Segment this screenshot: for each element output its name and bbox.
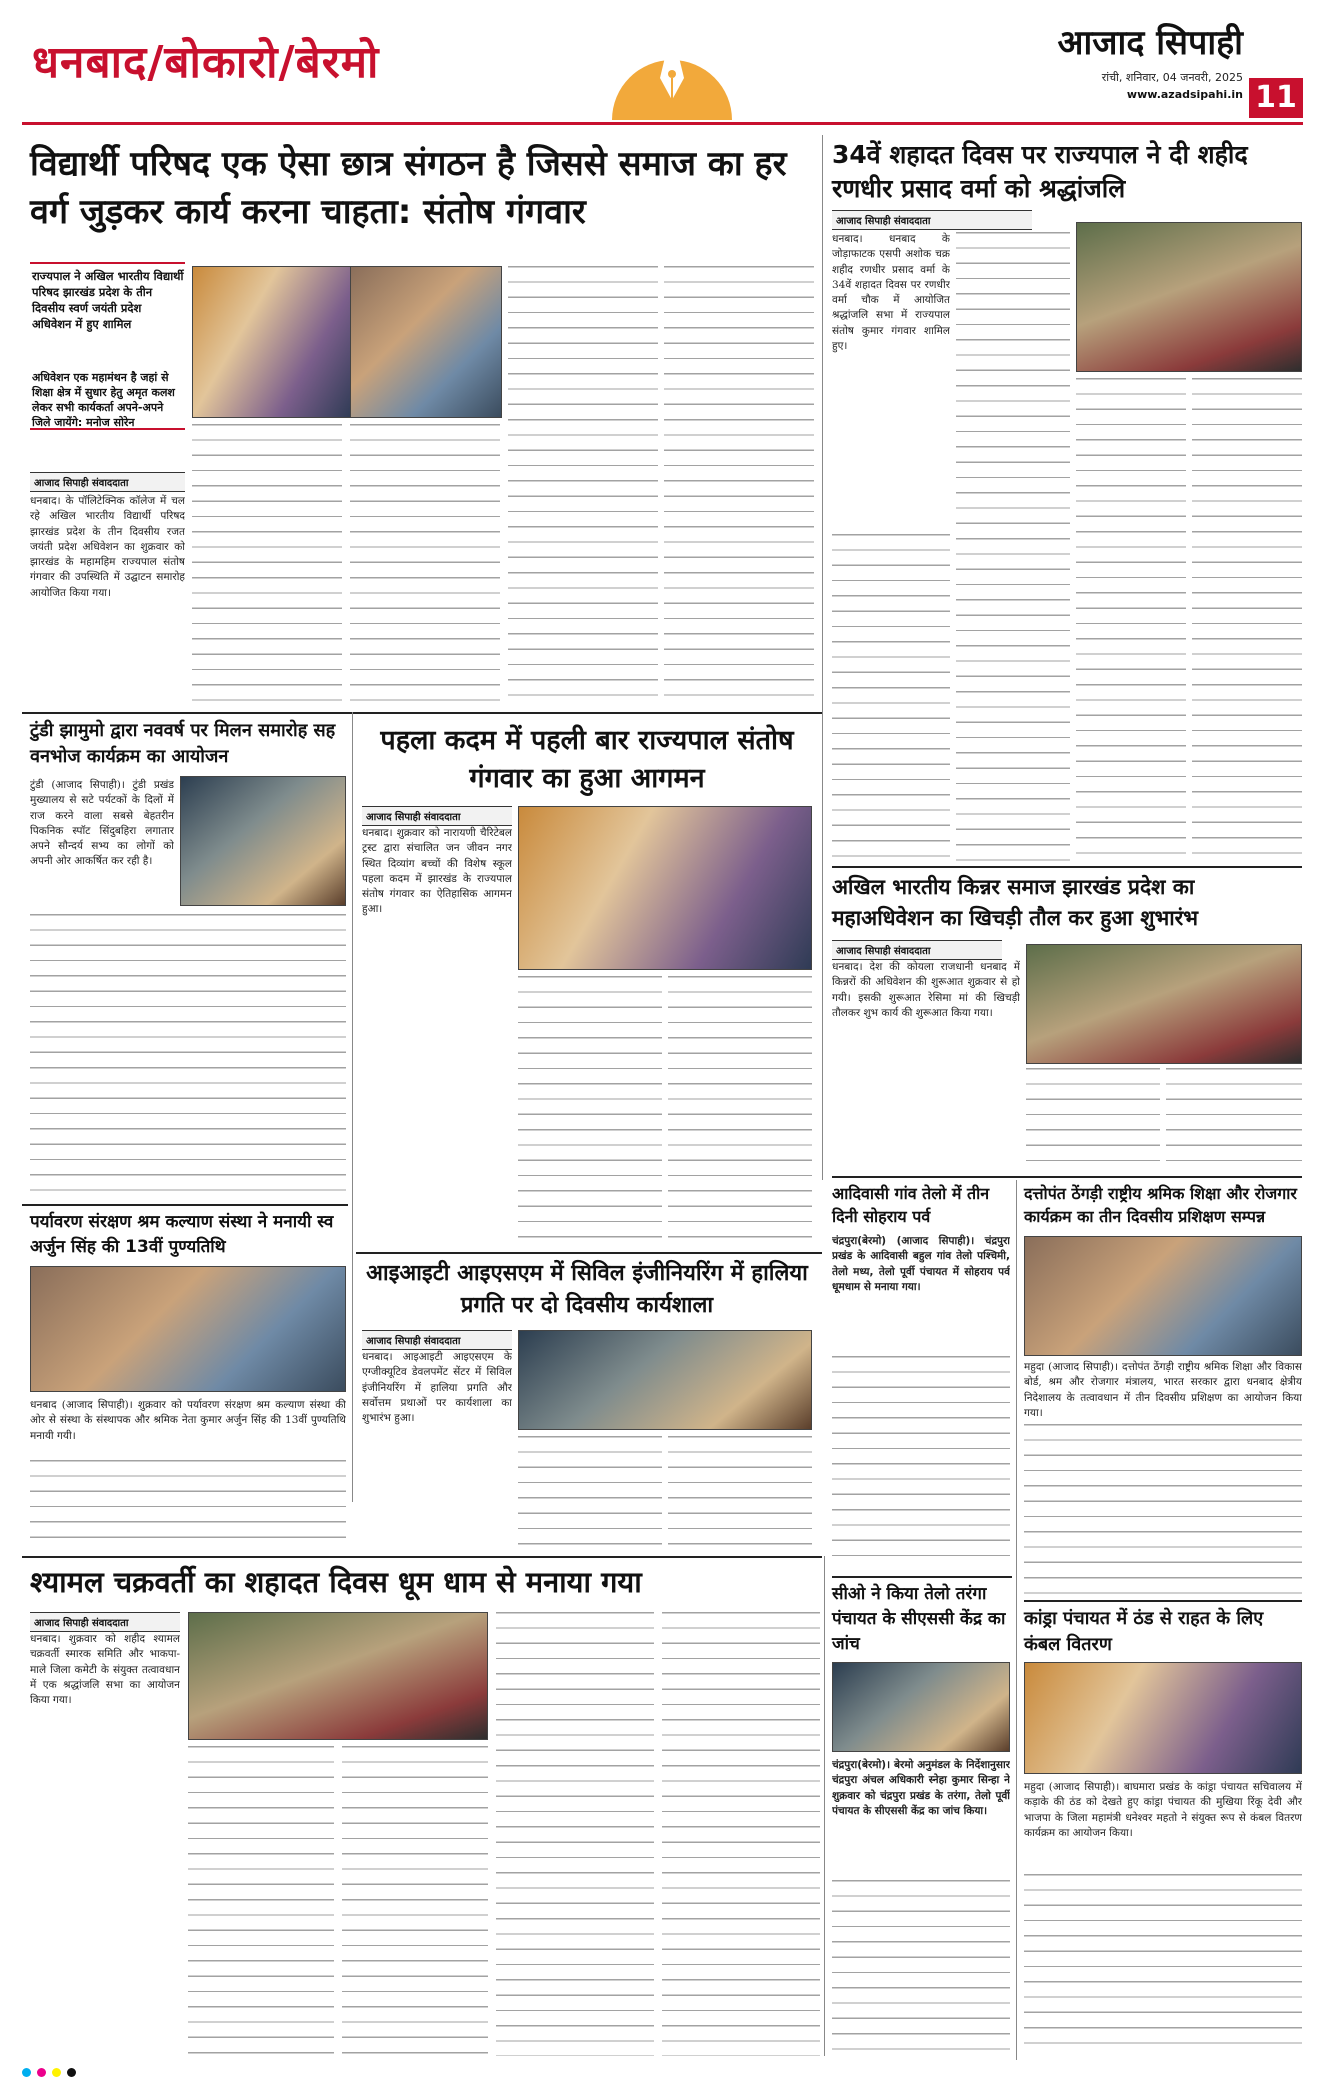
column-divider — [824, 1556, 825, 2056]
abvp-column-3 — [350, 424, 500, 704]
iit-column-3 — [668, 1436, 812, 1550]
governor-tribute-column-1b — [832, 534, 950, 864]
governor-tribute-byline: आजाद सिपाही संवाददाता — [832, 210, 1032, 230]
column-divider — [822, 135, 823, 1180]
abvp-photo-2 — [350, 266, 502, 418]
pen-nib-icon — [602, 8, 742, 120]
kinnar-column-2 — [1026, 1068, 1160, 1170]
kinnar-column-3 — [1166, 1068, 1302, 1170]
governor-tribute-column-3 — [1076, 378, 1186, 864]
dattopant-body — [1024, 1424, 1302, 1594]
section-divider — [832, 866, 1302, 868]
abvp-column-5 — [664, 266, 814, 704]
kinnar-photo — [1026, 944, 1302, 1064]
abvp-column-2 — [192, 424, 342, 704]
abvp-lead: धनबाद। के पॉलिटेक्निक कॉलेज में चल रहे अखिल भारतीय विद्यार्थी परिषद झारखंड प्रदेश के तीन दिवसीय रजत जयंती प्रदेश अधिवेशन का शुक्रवार को झारखंड के महामहिम राज्यपाल संतोष गंगवार की उपस्थिति में उद्घाटन समारोह आयोजित किया गया। — [30, 495, 185, 599]
column-divider — [1016, 1180, 1017, 2060]
abvp-callout-1: राज्यपाल ने अखिल भारतीय विद्यार्थी परिषद झारखंड प्रदेश के तीन दिवसीय स्वर्ण जयंती प्रदेश अधिवेशन में हुए शामिल — [32, 269, 184, 331]
kandra-headline: कांड्रा पंचायत में ठंड से राहत के लिए कंबल वितरण — [1024, 1608, 1264, 1655]
masthead-divider — [22, 122, 1303, 125]
cso-headline: सीओ ने किया तेलो तरंगा पंचायत के सीएससी केंद्र का जांच — [832, 1584, 1006, 1654]
cso-photo — [832, 1662, 1010, 1752]
environment-body — [30, 1460, 346, 1544]
iit-headline: आइआइटी आइएसएम में सिविल इंजीनियरिंग में हालिया प्रगति पर दो दिवसीय कार्यशाला — [366, 1261, 808, 1318]
iit-byline: आजाद सिपाही संवाददाता — [362, 1330, 512, 1350]
shyamal-byline: आजाद सिपाही संवाददाता — [30, 1612, 180, 1632]
first-step-photo — [518, 806, 812, 970]
section-divider — [832, 1576, 1012, 1578]
brand-block — [1058, 18, 1243, 101]
iit-column-2 — [518, 1436, 662, 1550]
abvp-byline: आजाद सिपाही संवाददाता — [30, 472, 185, 492]
section-divider — [22, 712, 822, 714]
first-step-column-2 — [518, 976, 662, 1246]
adivasi-headline: आदिवासी गांव तेलो में तीन दिनी सोहराय पर्व — [832, 1184, 990, 1226]
shyamal-lead: धनबाद। शुक्रवार को शहीद श्यामल चक्रवर्ती स्मारक समिति और भाकपा-माले जिला कमेटी के संयुक्त तत्वावधान में एक श्रद्धांजलि सभा का आयोजन किया गया। — [30, 1633, 180, 1707]
page-number: 11 — [1249, 78, 1303, 118]
shyamal-column-3 — [342, 1746, 488, 2056]
shyamal-headline: श्यामल चक्रवर्ती का शहादत दिवस धूम धाम से मनाया गया — [30, 1565, 642, 1599]
kandra-body — [1024, 1874, 1302, 2056]
brand-name: आजाद सिपाही — [1057, 23, 1243, 63]
kandra-photo — [1024, 1662, 1302, 1774]
environment-lead: धनबाद (आजाद सिपाही)। शुक्रवार को पर्यावरण संरक्षण श्रम कल्याण संस्था की ओर से संस्था के संस्थापक और श्रमिक नेता कुमार अर्जुन सिंह की 13वीं पुण्यतिथि मनायी गयी। — [30, 1399, 346, 1442]
kinnar-byline: आजाद सिपाही संवाददाता — [832, 940, 1002, 960]
shyamal-photo — [188, 1612, 488, 1740]
tundi-lead: टुंडी (आजाद सिपाही)। टुंडी प्रखंड मुख्यालय से सटे पर्यटकों के दिलों में राज करने वाला सबसे बेहतरीन पिकनिक स्पॉट सिंदुबहिरा लगातार अपने सौन्दर्य सभ्य का लोगों को अपनी ओर आकर्षित कर रही है। — [30, 779, 174, 868]
kandra-lead: महुदा (आजाद सिपाही)। बाघमारा प्रखंड के कांड्रा पंचायत सचिवालय में कड़ाके की ठंड को देखते हुए कांड्रा पंचायत की मुखिया रिंकू देवी और भाजपा के जिला महामंत्री धनेश्वर महतो ने संयुक्त रूप से कंबल वितरण कार्यक्रम का आयोजन किया। — [1024, 1781, 1302, 1839]
adivasi-lead: चंद्रपुरा(बेरमो) (आजाद सिपाही)। चंद्रपुरा प्रखंड के आदिवासी बहुल गांव तेलो पश्चिमी, तेलो मध्य, तेलो पूर्वी पंचायत में सोहराय पर्व धूमधाम से मनाया गया। — [832, 1235, 1010, 1293]
governor-tribute-headline: 34वें शहादत दिवस पर राज्यपाल ने दी शहीद रणधीर प्रसाद वर्मा को श्रद्धांजलि — [832, 140, 1248, 203]
environment-headline: पर्यावरण संरक्षण श्रम कल्याण संस्था ने मनायी स्व अर्जुन सिंह की 13वीं पुण्यतिथि — [30, 1212, 334, 1257]
governor-tribute-column-2 — [956, 232, 1070, 864]
section-divider — [356, 1252, 822, 1254]
shyamal-column-2 — [188, 1746, 334, 2056]
iit-photo — [518, 1330, 812, 1430]
abvp-column-4 — [508, 266, 658, 704]
cso-lead: चंद्रपुरा(बेरमो)। बेरमो अनुमंडल के निर्देशानुसार चंद्रपुरा अंचल अधिकारी स्नेहा कुमार सिन्हा ने शुक्रवार को चंद्रपुरा प्रखंड के तरंगा, तेलो पूर्वी पंचायत के सीएससी केंद्र का जांच किया। — [832, 1759, 1010, 1817]
dattopant-lead: महुदा (आजाद सिपाही)। दत्तोपंत ठेंगड़ी राष्ट्रीय श्रमिक शिक्षा और विकास बोर्ड, श्रम और रोजगार मंत्रालय, भारत सरकार द्वारा धनबाद क्षेत्रीय निदेशालय के तत्वावधान में तीन दिवसीय प्रशिक्षण का आयोजन किया गया। — [1024, 1361, 1302, 1419]
abvp-callout-2: अधिवेशन एक महामंथन है जहां से शिक्षा क्षेत्र में सुधार हेतु अमृत कलश लेकर सभी कार्यकर्ता अपने-अपने जिले जायेंगे: मनोज सोरेन — [32, 371, 175, 429]
footer-color-strip — [22, 2062, 1303, 2074]
first-step-lead: धनबाद। शुक्रवार को नारायणी चैरिटेबल ट्रस्ट द्वारा संचालित जन जीवन नगर स्थित दिव्यांग बच्चों की विशेष स्कूल पहला कदम में झारखंड के राज्यपाल संतोष गंगवार का ऐतिहासिक आगमन हुआ। — [362, 827, 512, 916]
kinnar-headline: अखिल भारतीय किन्नर समाज झारखंड प्रदेश का महाअधिवेशन का खिचड़ी तौल कर हुआ शुभारंभ — [832, 875, 1199, 930]
environment-photo — [30, 1266, 346, 1392]
masthead — [22, 8, 1303, 120]
section-divider — [22, 1556, 822, 1558]
section-divider — [832, 1176, 1302, 1178]
section-title: धनबाद/बोकारो/बेरमो — [32, 37, 380, 88]
section-divider — [22, 1204, 348, 1206]
kinnar-lead: धनबाद। देश की कोयला राजधानी धनबाद में किन्नरों की अधिवेशन की शुरूआत शुक्रवार से हो गयी। इसकी शुरूआत रेसिमा मां की खिचड़ी तौलकर शुभ कार्य की शुरूआत किया गया। — [832, 961, 1020, 1019]
column-divider — [352, 712, 353, 1502]
first-step-column-3 — [668, 976, 812, 1246]
governor-tribute-column-4 — [1192, 378, 1302, 864]
cso-body — [832, 1880, 1010, 2056]
dattopant-photo — [1024, 1236, 1302, 1356]
abvp-headline: विद्यार्थी परिषद एक ऐसा छात्र संगठन है जिससे समाज का हर वर्ग जुड़कर कार्य करना चाहता: संतोष गंगवार — [30, 144, 787, 232]
shyamal-column-5 — [662, 1612, 820, 2056]
tundi-photo — [180, 776, 346, 906]
edition-date: रांची, शनिवार, 04 जनवरी, 2025 — [1101, 71, 1243, 84]
governor-tribute-photo — [1076, 222, 1302, 372]
website-link[interactable]: www.azadsipahi.in — [1126, 88, 1243, 101]
tundi-body — [30, 914, 346, 1198]
governor-tribute-lead: धनबाद। धनबाद के जोड़ाफाटक एसपी अशोक चक्र शहीद रणधीर प्रसाद वर्मा के 34वें शहादत दिवस पर रणधीर वर्मा चौक में आयोजित श्रद्धांजलि सभा में राज्यपाल संतोष कुमार गंगवार शामिल हुए। — [832, 233, 950, 353]
first-step-headline: पहला कदम में पहली बार राज्यपाल संतोष गंगवार का हुआ आगमन — [380, 725, 794, 794]
first-step-byline: आजाद सिपाही संवाददाता — [362, 806, 512, 826]
iit-lead: धनबाद। आइआइटी आइएसएम के एग्जीक्यूटिव डेवलपमेंट सेंटर में सिविल इंजीनियरिंग में हालिया प्रगति और सर्वोत्तम प्रथाओं पर कार्यशाला का शुभारंभ हुआ। — [362, 1351, 512, 1425]
adivasi-body — [832, 1356, 1010, 1570]
dattopant-headline: दत्तोपंत ठेंगड़ी राष्ट्रीय श्रमिक शिक्षा और रोजगार कार्यक्रम का तीन दिवसीय प्रशिक्षण सम्पन्न — [1024, 1184, 1297, 1226]
section-divider — [1024, 1600, 1302, 1602]
abvp-photo — [192, 266, 352, 418]
tundi-headline: टुंडी झामुमो द्वारा नववर्ष पर मिलन समारोह सह वनभोज कार्यक्रम का आयोजन — [30, 720, 336, 767]
shyamal-column-4 — [496, 1612, 654, 2056]
